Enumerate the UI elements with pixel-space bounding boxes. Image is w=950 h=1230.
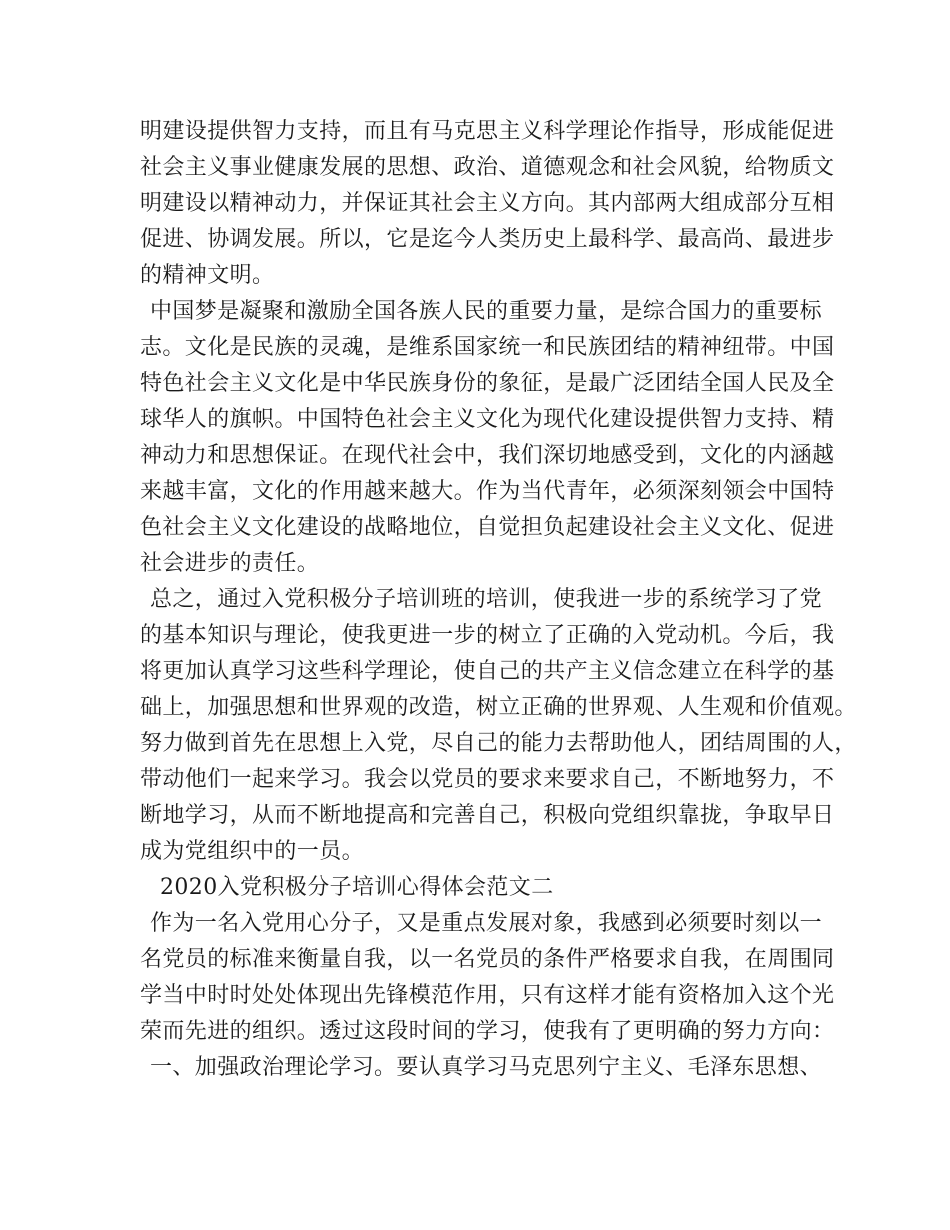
text-line: 志。文化是民族的灵魂，是维系国家统一和民族团结的精神纽带。中国 xyxy=(140,335,835,360)
paragraph-start-line: 作为一名入党用心分子，又是重点发展对象，我感到必须要时刻以一 xyxy=(150,911,823,936)
text-line: 特色社会主义文化是中华民族身份的象征，是最广泛团结全国人民及全 xyxy=(140,371,835,396)
text-line: 础上，加强思想和世界观的改造，树立正确的世界观、人生观和价值观。 xyxy=(140,695,857,720)
text-line: 球华人的旗帜。中国特色社会主义文化为现代化建设提供智力支持、精 xyxy=(140,407,835,432)
text-line: 努力做到首先在思想上入党，尽自己的能力去帮助他人，团结周围的人， xyxy=(140,731,857,756)
text-line: 断地学习，从而不断地提高和完善自己，积极向党组织靠拢，争取早日 xyxy=(140,803,835,828)
text-line: 明建设以精神动力，并保证其社会主义方向。其内部两大组成部分互相 xyxy=(140,191,835,216)
paragraph-start-line: 中国梦是凝聚和激励全国各族人民的重要力量，是综合国力的重要标 xyxy=(150,299,823,324)
text-line: 促进、协调发展。所以，它是迄今人类历史上最科学、最高尚、最进步 xyxy=(140,227,835,252)
paragraph-start-line: 一、加强政治理论学习。要认真学习马克思列宁主义、毛泽东思想、 xyxy=(150,1055,823,1080)
text-line: 带动他们一起来学习。我会以党员的要求来要求自己，不断地努力，不 xyxy=(140,767,835,792)
text-line: 荣而先进的组织。透过这段时间的学习，使我有了更明确的努力方向： xyxy=(140,1019,835,1044)
text-line: 来越丰富，文化的作用越来越大。作为当代青年，必须深刻领会中国特 xyxy=(140,479,835,504)
paragraph-start-line: 总之，通过入党积极分子培训班的培训，使我进一步的系统学习了党 xyxy=(150,587,823,612)
text-line: 明建设提供智力支持，而且有马克思主义科学理论作指导，形成能促进 xyxy=(140,119,835,144)
text-line: 社会进步的责任。 xyxy=(140,551,320,576)
text-line: 名党员的标准来衡量自我，以一名党员的条件严格要求自我，在周围同 xyxy=(140,947,835,972)
text-line: 神动力和思想保证。在现代社会中，我们深切地感受到，文化的内涵越 xyxy=(140,443,835,468)
text-line: 色社会主义文化建设的战略地位，自觉担负起建设社会主义文化、促进 xyxy=(140,515,835,540)
text-line: 学当中时时处处体现出先锋模范作用，只有这样才能有资格加入这个光 xyxy=(140,983,835,1008)
section-heading: 2020入党积极分子培训心得体会范文二 xyxy=(160,875,554,900)
text-line: 社会主义事业健康发展的思想、政治、道德观念和社会风貌，给物质文 xyxy=(140,155,835,180)
text-line: 的精神文明。 xyxy=(140,263,275,288)
text-line: 的基本知识与理论，使我更进一步的树立了正确的入党动机。今后，我 xyxy=(140,623,835,648)
text-line: 将更加认真学习这些科学理论，使自己的共产主义信念建立在科学的基 xyxy=(140,659,835,684)
text-line: 成为党组织中的一员。 xyxy=(140,839,365,864)
